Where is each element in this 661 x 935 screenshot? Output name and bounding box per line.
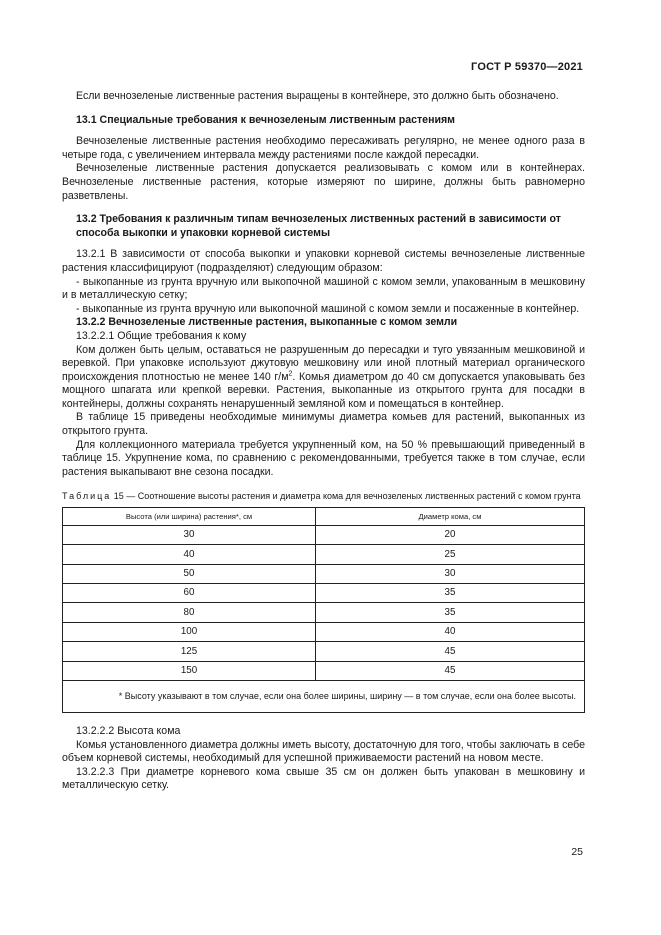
table-row [63, 603, 585, 622]
table-cell-height: 80 [63, 603, 316, 622]
table-row [63, 564, 585, 583]
table-cell-height: 100 [63, 622, 316, 641]
table-row [63, 545, 585, 564]
table-cell-diameter: 40 [316, 622, 585, 641]
classification-item-2: - выкопанные из грунта вручную или выкопочной машиной с комом земли и посаженные в контейнер. [76, 302, 580, 315]
section-13-1-paragraph-1: Вечнозеленые лиственные растения необходимо пересаживать регулярно, не менее одного раза в четыре года, с увеличением интервала между растениями после каждой пересадки. [62, 135, 585, 161]
section-13-2-1-paragraph: 13.2.1 В зависимости от способа выкопки и упаковки корневой системы вечнозеленые лиственные растения классифицируют (подразделяют) следующим образом: [62, 248, 585, 274]
table-cell-height: 150 [63, 661, 316, 680]
section-13-2-2-2-title: 13.2.2.2 Высота кома [76, 724, 181, 737]
table-cell-diameter: 30 [316, 564, 585, 583]
standard-header: ГОСТ Р 59370—2021 [471, 61, 583, 73]
table-row [63, 584, 585, 603]
table-row [63, 642, 585, 661]
intro-paragraph: Если вечнозеленые лиственные растения выращены в контейнере, это должно быть обозначено. [76, 90, 559, 102]
root-ball-height-paragraph: Комья установленного диаметра должны иметь высоту, достаточную для того, чтобы заключать в себе объем корневой системы, необходимый для успешной приживаемости растений на новом месте. [62, 738, 585, 765]
table-column-header-height: Высота (или ширина) растения*, см [63, 507, 316, 525]
table-header-row [63, 507, 585, 525]
section-13-2-title: 13.2 Требования к различным типам вечнозеленых лиственных растений в зависимости от способа выкопки и упаковки корневой системы [76, 213, 561, 239]
table-row [63, 622, 585, 641]
table-row [63, 661, 585, 680]
table-footnote: * Высоту указывают в том случае, если она более ширины, ширину — в том случае, если она более высоты. [63, 680, 585, 712]
classification-item-1: - выкопанные из грунта вручную или выкопочной машиной с комом земли, упакованным в мешковину и в металлическую сетку; [62, 275, 585, 302]
table-column-header-diameter: Диаметр кома, см [316, 507, 585, 525]
section-13-1-paragraph-2: Вечнозеленые лиственные растения допускается реализовывать с комом или в контейнерах. Вечнозеленые лиственные растения, которые измеряют по ширине, должны быть равномерно разветвлены. [62, 162, 585, 202]
table-cell-height: 50 [63, 564, 316, 583]
section-13-1-title: 13.1 Специальные требования к вечнозеленым лиственным растениям [76, 113, 455, 126]
table-note-row [63, 680, 585, 712]
section-13-2-2-3-paragraph: 13.2.2.3 При диаметре корневого кома свыше 35 см он должен быть упакован в мешковину и металлическую сетку. [62, 765, 585, 792]
table-cell-diameter: 20 [316, 525, 585, 544]
table-cell-diameter: 25 [316, 545, 585, 564]
table-cell-diameter: 35 [316, 584, 585, 603]
table-15 [62, 507, 585, 713]
table-cell-height: 60 [63, 584, 316, 603]
table-row [63, 525, 585, 544]
table-cell-diameter: 45 [316, 661, 585, 680]
table-15-caption: Таблица 15 — Соотношение высоты растения и диаметра кома для вечнозеленых лиственных растений с комом грунта [62, 491, 581, 502]
table-cell-height: 40 [63, 545, 316, 564]
section-13-2-2-1-subtitle: 13.2.2.1 Общие требования к кому [76, 329, 247, 342]
root-ball-requirements-paragraph: Ком должен быть целым, оставаться не разрушенным до пересадки и туго увязанным мешковиной и веревкой. При упаковке используют джутовую мешковину или иной плотный материал органического происхождения плотностью не менее 140 $г/м^2$. Комья диаметром до 40 см допускается упаковывать без мощного шпагата или крепкой веревки. Растения, выкопанные из открытого грунта для посадки в контейнеры, должны сохранять ненарушенный земляной ком и помещаться в контейнер. [62, 343, 585, 410]
table-cell-diameter: 45 [316, 642, 585, 661]
table-cell-diameter: 35 [316, 603, 585, 622]
table-reference-paragraph: В таблице 15 приведены необходимые минимумы диаметра комьев для растений, выкопанных из открытого грунта. [62, 411, 585, 438]
collection-material-paragraph: Для коллекционного материала требуется укрупненный ком, на 50 % превышающий приведенный в таблице 15. Укрупнение кома, по сравнению с рекомендованными, требуется также в том случае, если растения выкапывают вне сезона посадки. [62, 438, 585, 478]
page-number: 25 [571, 846, 583, 858]
table-cell-height: 125 [63, 642, 316, 661]
page-content [62, 90, 585, 793]
section-13-2-2-title: 13.2.2 Вечнозеленые лиственные растения, выкопанные с комом земли [76, 316, 458, 329]
table-cell-height: 30 [63, 525, 316, 544]
